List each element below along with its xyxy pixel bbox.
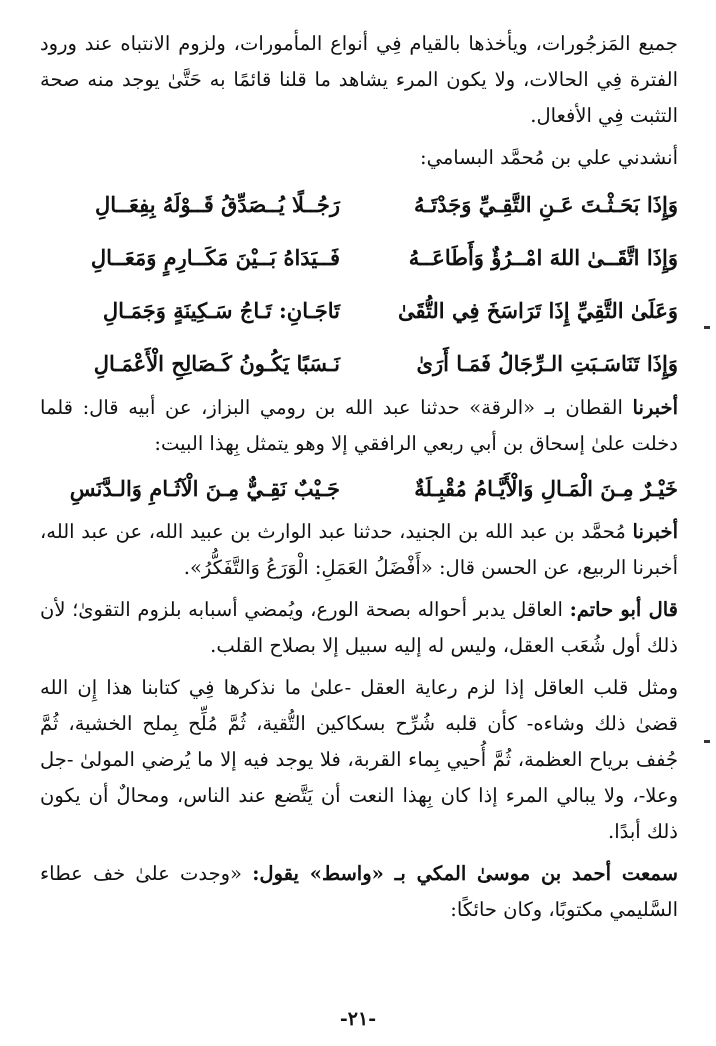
- margin-mark: [704, 740, 710, 743]
- paragraph-3: [40, 390, 678, 462]
- verse-4: [40, 337, 678, 390]
- verse-first-hemistich: وَإِذَا بَحَـثْـتَ عَـنِ التَّقِـيِّ وَجَدْتَـهُ: [414, 192, 678, 217]
- paragraph-1: جميع المَزجُورات، ويأخذها بالقيام فِي أنواع المأمورات، ولزوم الانتباه عند ورود الفترة فِي الحالات، ولا يكون المرء يشاهد ما قلنا قائمًا به حَتَّىٰ يوجد منه صحة التثبت فِي الأفعال.: [40, 32, 678, 127]
- paragraph-lead: قال أبو حاتم:: [569, 598, 678, 621]
- paragraph-2: أنشدني علي بن مُحمَّد البسامي:: [420, 146, 678, 169]
- paragraph-4: [40, 514, 678, 586]
- paragraph-5: [40, 592, 678, 664]
- paragraph-6: ومثل قلب العاقل إذا لزم رعاية العقل -علىٰ ما نذكرها فِي كتابنا هذا إِن الله قضىٰ ذلك وشاءه- كأن قلبه شُرِّح بسكاكين التُّقية، ثُمَّ مُلِّح بِملح الخشية، ثُمَّ جُفف برياح العظمة، ثُمَّ أُحيي بِماء القربة، فلا يوجد فيه إلا ما يُرضي المولىٰ -جل وعلا-، ولا يبالي المرء إذا كان بِهذا النعت أن يَتَّضع عند الناس، ومحالٌ أن يكون ذلك أبدًا.: [40, 676, 678, 843]
- verse-first-hemistich: وَإِذَا اتَّقَــىٰ اللهَ امْــرُؤٌ وَأَطَاعَــهُ: [408, 245, 678, 270]
- verse-second-hemistich: فَــيَدَاهُ بَــيْنَ مَكَــارِمٍ وَمَعَــالِ: [90, 245, 340, 270]
- verse-first-hemistich: وَإِذَا تَنَاسَـبَتِ الـرِّجَالُ فَمَـا أَرَىٰ: [416, 351, 678, 376]
- verse-first-hemistich: وَعَلَىٰ التَّقِيِّ إِذَا تَرَاسَخَ فِي التُّقَىٰ: [397, 298, 678, 323]
- paragraph-text: مُحمَّد بن عبد الله بن الجنيد، حدثنا عبد الوارث بن عبيد الله، عن عبد الله، أخبرنا الربيع، عن الحسن قال: «أَفْضَلُ العَمَلِ: الْوَرَعُ وَالتَّفَكُّرُ».: [40, 520, 678, 579]
- page-number: -٢١-: [339, 1008, 377, 1030]
- paragraph-text: القطان بـ «الرقة» حدثنا عبد الله بن رومي البزاز، عن أبيه قال: قلما دخلت علىٰ إسحاق بن أبي ربعي الرافقي إلا وهو يتمثل بِهذا البيت:: [40, 396, 678, 455]
- margin-mark: [704, 326, 710, 329]
- verse-3: [40, 284, 678, 337]
- verse-second-hemistich: تَاجَـانِ: تَـاجُ سَـكِينَةٍ وَجَمَـالِ: [102, 298, 340, 323]
- paragraph-lead: أخبرنا: [632, 520, 679, 543]
- paragraph-7: [40, 856, 678, 928]
- paragraph-text: العاقل يدبر أحواله بصحة الورع، ويُمضي أسبابه بلزوم التقوىٰ؛ لأن ذلك أول شُعَب العقل، وليس له إليه سبيل إلا بصلاح القلب.: [40, 598, 678, 657]
- verse-second-hemistich: رَجُــلًا يُــصَدِّقُ قَــوْلَهُ بِفِعَــالِ: [95, 192, 340, 217]
- poem-verses: [40, 178, 678, 390]
- verse-second-hemistich: نَـسَبًا يَكُـونُ كَـصَالِحِ الْأَعْمَـالِ: [93, 351, 340, 376]
- paragraph-lead: سمعت أحمد بن موسىٰ المكي بـ «واسط» يقول:: [252, 862, 679, 885]
- verse-2: [40, 231, 678, 284]
- single-verse: [40, 462, 678, 514]
- paragraph-lead: أخبرنا: [632, 396, 679, 419]
- verse-second-hemistich: جَـيْبٌ نَقِـيٌّ مِـنَ الْآثَـامِ وَالـدَّنَسِ: [69, 475, 340, 501]
- verse-first-hemistich: خَيْـرٌ مِـنَ الْمَـالِ وَالْأَيَّـامُ مُقْبِـلَةٌ: [414, 475, 678, 501]
- verse-1: [40, 178, 678, 231]
- page-body: [40, 26, 678, 928]
- paragraph-text: «وجدت علىٰ خف عطاء السَّليمي مكتوبًا، وكان حائكًا:: [40, 862, 678, 921]
